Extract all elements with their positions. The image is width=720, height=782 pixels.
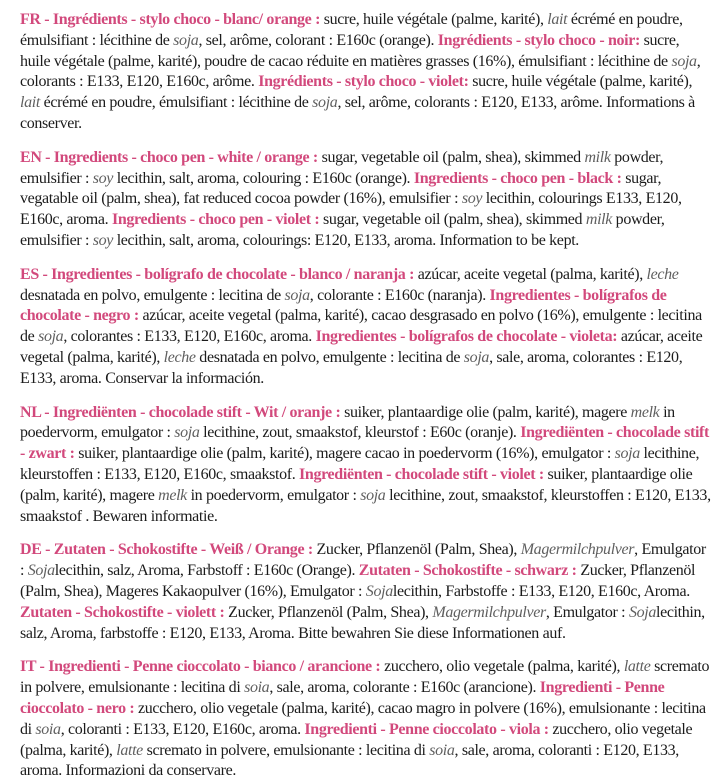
ingredients-header: FR - Ingrédients - stylo choco - blanc/ orange : <box>20 11 324 28</box>
allergen-word: latte <box>116 741 143 759</box>
ingredients-text: azúcar, aceite vegetal (palma, karité), <box>20 328 703 366</box>
ingredients-header: Ingredientes - bolígrafos de chocolate - violeta: <box>315 328 621 346</box>
allergen-word: soia <box>429 741 455 759</box>
ingredients-header: Ingredienti - Penne cioccolato - nero : <box>20 679 665 717</box>
ingredients-text: lecithin, salt, aroma, colouring : E160c (orange). <box>113 169 414 187</box>
allergen-word: soja <box>173 31 199 49</box>
ingredients-text: , coloranti : E133, E120, E160c, aroma. <box>60 720 305 738</box>
ingredients-text: suiker, plantaardige olie (palm, karité), magere cacao in poedervorm (16%), emulgator : <box>78 445 615 463</box>
allergen-word: soja <box>174 424 200 442</box>
ingredients-text: sucre, huile végétale (palme, karité), poudre de cacao réduite en matières grasses (16%), émulsifiant : lécithine de <box>20 31 680 70</box>
allergen-word: soja <box>463 348 490 366</box>
ingredients-text: lecithine, zout, smaakstof, kleurstof : E60c (oranje). <box>199 424 521 442</box>
ingredients-header: DE - Zutaten - Schokostifte - Weiß / Orange : <box>20 541 317 559</box>
ingredients-text: écrémé en poudre, émulsifiant : lécithine de <box>20 11 683 49</box>
allergen-word: melk <box>158 486 187 504</box>
ingredients-text: lecithin, salt, aroma, colourings: E120, E133, aroma. Information to be kept. <box>113 231 579 249</box>
ingredients-block-fr <box>20 10 712 135</box>
allergen-word: melk <box>630 403 660 421</box>
ingredients-text: sucre, huile végétale (palme, karité), <box>472 73 693 91</box>
ingredients-text: desnatada en polvo, emulgente : lecitina de <box>20 286 285 304</box>
ingredients-block-de <box>20 540 712 644</box>
ingredients-header: Ingrédients - stylo choco - violet: <box>258 73 473 91</box>
allergen-word: soy <box>92 169 114 187</box>
ingredients-text: zucchero, olio vegetale (palma, karité), <box>384 658 624 676</box>
allergen-word: Magermilchpulver <box>520 541 635 559</box>
ingredients-text: , sel, arôme, colorants : E120, E133, arôme. Informations à conserver. <box>20 94 695 132</box>
ingredients-text: in poedervorm, emulgator : <box>186 486 361 504</box>
ingredients-block-es <box>20 265 712 390</box>
ingredients-text: desnatada en polvo, emulgente : lecitina de <box>195 348 464 366</box>
ingredients-header: Ingredients - choco pen - violet : <box>111 211 323 229</box>
allergen-word: soja <box>360 486 386 504</box>
ingredients-text: Zucker, Pflanzenöl (Palm, Shea), Mageres Kakaopulver (16%), Emulgator : <box>20 562 696 600</box>
allergen-word: milk <box>584 148 611 166</box>
allergen-word: leche <box>163 348 196 366</box>
allergen-word: milk <box>585 211 613 229</box>
ingredients-text: azúcar, aceite vegetal (palma, karité), <box>417 265 647 283</box>
allergen-word: Soja <box>628 603 656 621</box>
ingredients-header: NL - Ingrediënten - chocolade stift - Wit / oranje : <box>20 403 345 421</box>
ingredients-text: powder, emulsifier : <box>20 148 664 187</box>
allergen-word: Magermilchpulver <box>432 603 546 621</box>
allergen-word: soja <box>312 94 338 112</box>
ingredients-header: Ingredienti - Penne cioccolato - viola : <box>304 720 553 738</box>
ingredients-text: lecithin, salz, Aroma, Farbstoff : E160c (Orange). <box>54 562 359 580</box>
ingredients-text: azúcar, aceite vegetal (palma, karité), cacao desgrasado en polvo (16%), emulgente : lecitina de <box>20 307 702 346</box>
ingredients-text: , colorantes : E133, E120, E160c, aroma. <box>63 328 316 346</box>
allergen-word: latte <box>623 658 651 676</box>
ingredients-text: , colorants : E133, E120, E160c, arôme. <box>20 52 701 91</box>
ingredients-header: Ingrediënten - chocolade stift - zwart : <box>20 424 709 463</box>
ingredients-text: zucchero, olio vegetale (palma, karité), <box>20 720 693 759</box>
ingredients-text: lecithin, Farbstoffe : E133, E120, E160c, Aroma. <box>392 582 690 600</box>
ingredients-text: sugar, vegetable oil (palm, shea), skimmed <box>322 211 586 229</box>
ingredients-text: , sale, aroma, coloranti : E120, E133, aroma. Informazioni da conservare. <box>20 741 679 780</box>
allergen-word: lait <box>547 11 568 28</box>
ingredients-header: Ingrediënten - chocolade stift - violet : <box>299 465 548 483</box>
ingredients-text: , Emulgator : <box>20 541 706 580</box>
ingredients-text: , sale, aroma, colorante : E160c (arancione). <box>269 679 540 697</box>
allergen-word: soja <box>284 286 310 304</box>
allergen-word: Soja <box>27 562 55 580</box>
ingredients-block-en <box>20 148 712 252</box>
allergen-word: leche <box>646 265 679 283</box>
ingredients-text: sugar, vegatable oil (palm, shea), fat reduced cocoa powder (16%), emulsifier : <box>20 169 662 208</box>
ingredients-text: , Emulgator : <box>545 603 629 621</box>
ingredients-text: Zucker, Pflanzenöl (Palm, Shea), <box>316 541 521 559</box>
allergen-word: lait <box>20 94 40 112</box>
ingredients-text: sugar, vegetable oil (palm, shea), skimmed <box>321 148 585 166</box>
ingredients-header: EN - Ingredients - choco pen - white / orange : <box>20 148 322 166</box>
ingredients-text: powder, emulsifier : <box>20 211 665 249</box>
ingredients-header: Ingrédients - stylo choco - noir: <box>437 31 644 49</box>
ingredients-text: suiker, plantaardige olie (palm, karité), magere <box>20 465 693 504</box>
ingredients-text: zucchero, olio vegetale (palma, karité), cacao magro in polvere (16%), emulsionante : lecitina di <box>20 699 706 738</box>
ingredients-text: lecithine, zout, smaakstof, kleurstoffen : E120, E133, smaakstof . Bewaren informatie. <box>20 486 711 525</box>
ingredients-text: , sel, arôme, colorant : E160c (orange). <box>198 31 438 49</box>
allergen-word: soja <box>671 52 697 70</box>
ingredients-text: scremato in polvere, emulsionante : lecitina di <box>142 741 430 759</box>
ingredients-header: Ingredientes - bolígrafos de chocolate - negro : <box>20 286 667 325</box>
ingredients-text: in poedervorm, emulgator : <box>20 403 675 442</box>
allergen-word: soja <box>614 445 640 463</box>
ingredients-header: Zutaten - Schokostifte - violett : <box>20 603 229 621</box>
allergen-word: soia <box>35 720 61 738</box>
ingredients-text: suiker, plantaardige olie (palm, karité), magere <box>344 403 631 421</box>
ingredients-text: lecithine, kleurstoffen : E133, E120, E160c, smaakstof. <box>20 445 700 483</box>
allergen-word: soy <box>461 190 483 208</box>
ingredients-text: scremato in polvere, emulsionante : lecitina di <box>20 658 710 697</box>
ingredients-header: Ingredients - choco pen - black : <box>413 169 626 187</box>
ingredients-header: ES - Ingredientes - bolígrafo de chocolate - blanco / naranja : <box>20 265 418 283</box>
ingredients-header: IT - Ingredienti - Penne cioccolato - bianco / arancione : <box>20 658 385 676</box>
ingredients-text: Zucker, Pflanzenöl (Palm, Shea), <box>228 603 433 621</box>
ingredients-text: lecithin, salz, Aroma, farbstoffe : E120, E133, Aroma. Bitte bewahren Sie diese Informationen auf. <box>20 603 705 642</box>
allergen-word: soy <box>92 231 114 249</box>
ingredients-header: Zutaten - Schokostifte - schwarz : <box>358 562 581 580</box>
ingredients-text: sucre, huile végétale (palme, karité), <box>323 11 548 28</box>
allergen-word: Soja <box>365 582 393 600</box>
ingredients-block-nl <box>20 403 712 528</box>
ingredients-text: écrémé en poudre, émulsifiant : lécithine de <box>39 94 313 112</box>
allergen-word: soja <box>38 328 64 346</box>
ingredients-text: , colorante : E160c (naranja). <box>309 286 490 304</box>
ingredients-text: lecithin, colourings E133, E120, E160c, aroma. <box>20 190 682 229</box>
ingredients-text: , sale, aroma, colorantes : E120, E133, aroma. Conservar la información. <box>20 348 683 387</box>
allergen-word: soia <box>244 679 270 697</box>
